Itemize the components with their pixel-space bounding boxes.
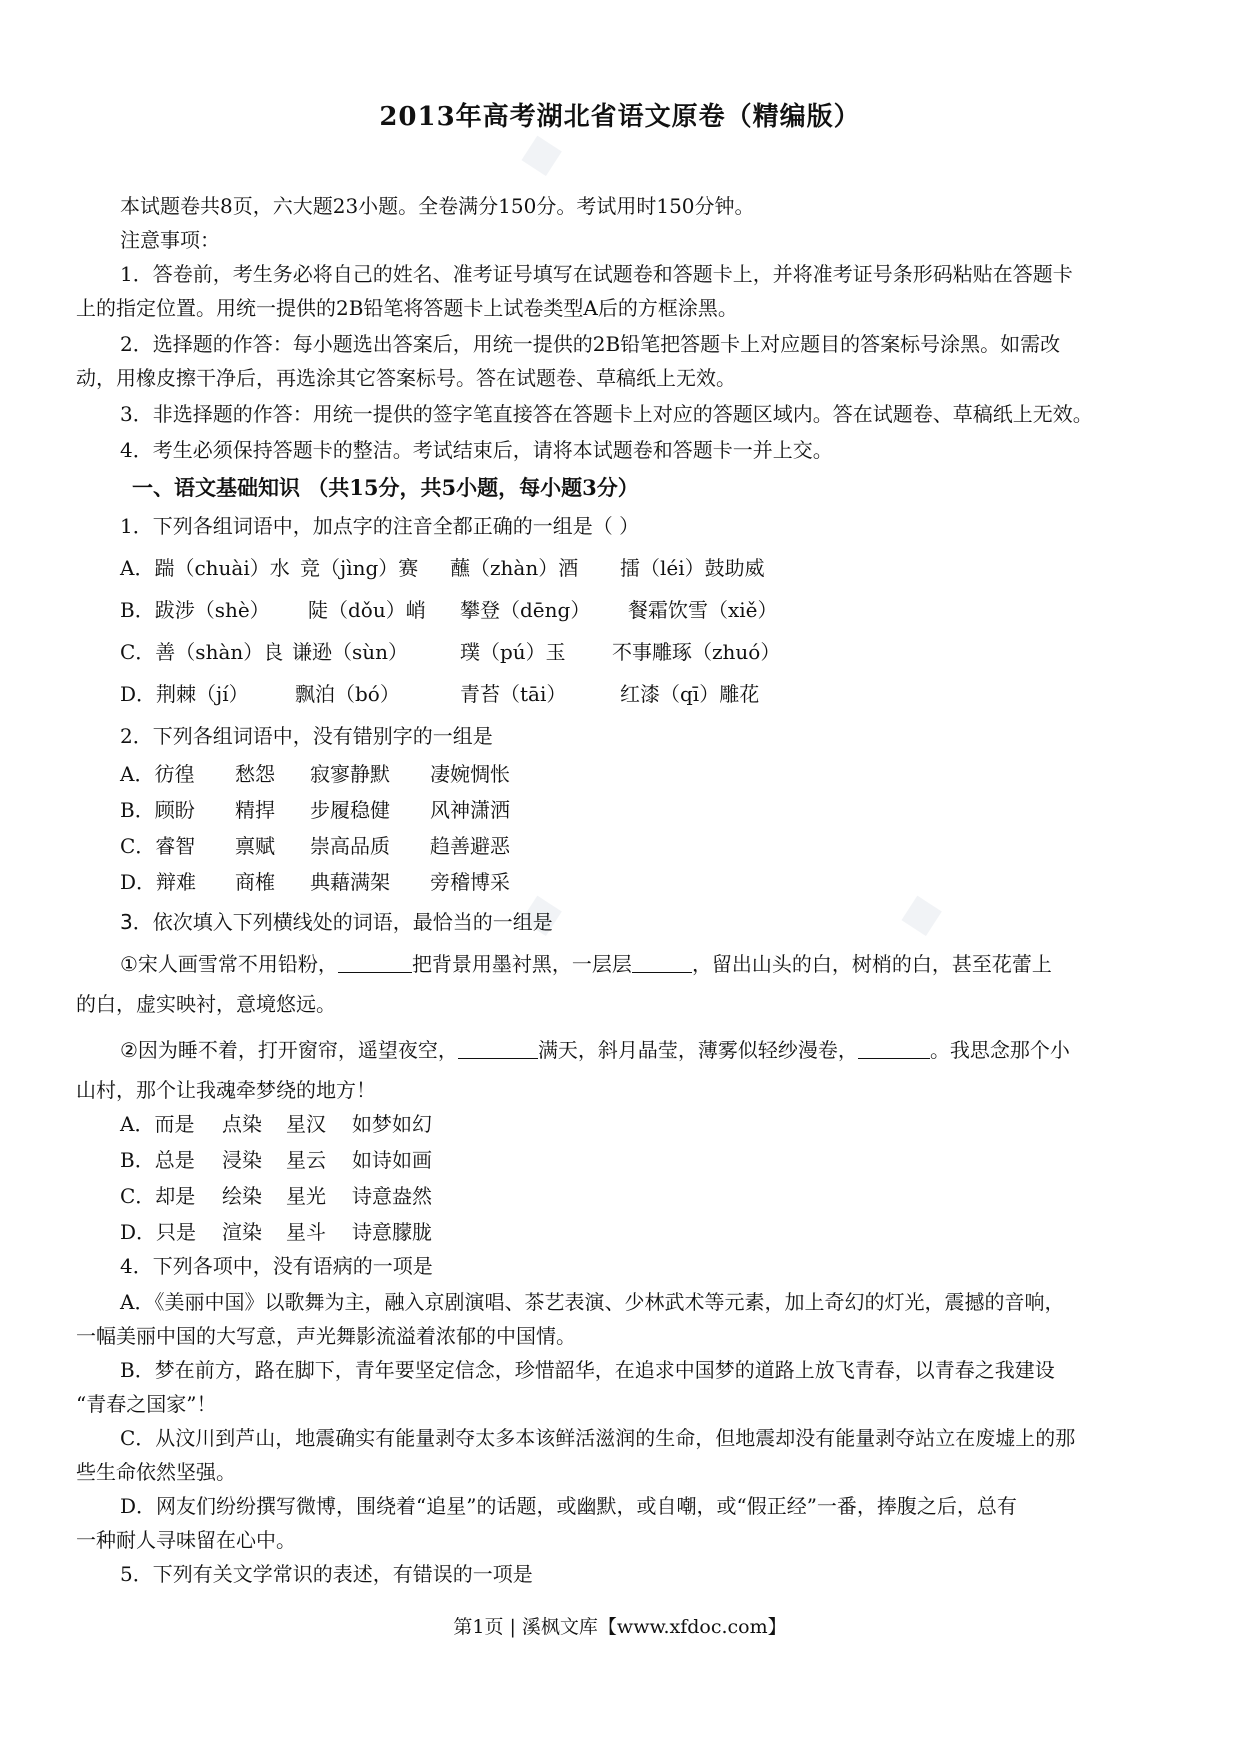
note-line: 上的指定位置。用统一提供的2B铅笔将答题卡上试卷类型A后的方框涂黑。 [76, 296, 738, 320]
option-item: 寂寥静默 [310, 762, 390, 786]
q2-option-d [120, 866, 510, 895]
q3-option-b [120, 1144, 432, 1173]
passage-text: 把背景用墨衬黑，一层层 [411, 952, 632, 976]
option-item: 如梦如幻 [352, 1112, 432, 1136]
watermark: ◆ [513, 876, 568, 947]
option-item: 蘸（zhàn）酒 [450, 556, 579, 580]
option-item: C．善（shàn）良 [120, 640, 284, 664]
option-line: A．《美丽中国》以歌舞为主，融入京剧演唱、茶艺表演、少林武术等元素，加上奇幻的灯光，震撼的音响， [120, 1290, 1065, 1314]
option-item: 星云 [286, 1148, 326, 1172]
fill-blank [458, 1038, 538, 1059]
option-item: 风神潇洒 [430, 798, 510, 822]
passage-text: 。我思念那个小 [929, 1038, 1070, 1062]
option-line: “青春之国家”！ [76, 1392, 217, 1416]
notice-label: 注意事项： [120, 228, 220, 252]
option-item: 擂（léi）鼓助威 [620, 556, 765, 580]
q3-passage-2 [76, 1036, 1070, 1064]
fill-blank [858, 1038, 930, 1059]
option-item: 不事雕琢（zhuó） [612, 640, 781, 664]
q2-option-c [120, 830, 510, 859]
option-item: 红漆（qī）雕花 [620, 682, 760, 706]
option-item: 禀赋 [235, 834, 275, 858]
q3-option-a [120, 1108, 432, 1137]
question-stem: 5．下列有关文学常识的表述，有错误的一项是 [120, 1562, 533, 1586]
option-item: B．总是 [120, 1148, 195, 1172]
note-line: 2．选择题的作答：每小题选出答案后，用统一提供的2B铅笔把答题卡上对应题目的答案标号涂黑。如需改 [120, 332, 1061, 356]
passage-text: ②因为睡不着，打开窗帘，遥望夜空， [120, 1038, 458, 1062]
question-stem: 1．下列各组词语中，加点字的注音全都正确的一组是（ ） [120, 514, 640, 538]
question-stem: 2．下列各组词语中，没有错别字的一组是 [120, 724, 493, 748]
option-item: 谦逊（sùn） [292, 640, 409, 664]
option-item: 陡（dǒu）峭 [308, 598, 426, 622]
option-item: 星汉 [286, 1112, 326, 1136]
passage-text: 山村，那个让我魂牵梦绕的地方！ [76, 1078, 376, 1102]
option-item: 绘染 [222, 1184, 262, 1208]
option-item: 商榷 [235, 870, 275, 894]
option-line: D．网友们纷纷撰写微博，围绕着“追星”的话题，或幽默，或自嘲，或“假正经”一番，捧腹之后，总有 [120, 1494, 1017, 1518]
option-item: 星斗 [286, 1220, 326, 1244]
option-item: 青苔（tāi） [460, 682, 567, 706]
option-item: 凄婉惆怅 [430, 762, 510, 786]
option-item: 竞（jìng）赛 [300, 556, 419, 580]
page-footer: 第1页 | 溪枫文库【www.xfdoc.com】 [453, 1616, 787, 1638]
option-item: A．彷徨 [120, 762, 195, 786]
option-item: 趋善避恶 [430, 834, 510, 858]
option-item: B．顾盼 [120, 798, 195, 822]
option-item: 诗意盎然 [352, 1184, 432, 1208]
option-item: 如诗如画 [352, 1148, 432, 1172]
passage-text: 的白，虚实映衬，意境悠远。 [76, 992, 336, 1016]
watermark: ◆ [893, 876, 948, 947]
option-line: C．从汶川到芦山，地震确实有能量剥夺太多本该鲜活滋润的生命，但地震却没有能量剥夺站立在废墟上的那 [120, 1426, 1076, 1450]
option-item: 浸染 [222, 1148, 262, 1172]
note-line: 动，用橡皮擦干净后，再选涂其它答案标号。答在试题卷、草稿纸上无效。 [76, 366, 736, 390]
passage-text: ①宋人画雪常不用铅粉， [120, 952, 338, 976]
option-item: 星光 [286, 1184, 326, 1208]
intro-text: 本试题卷共8页，六大题23小题。全卷满分150分。考试用时150分钟。 [120, 194, 755, 218]
question-stem: 4．下列各项中，没有语病的一项是 [120, 1254, 433, 1278]
option-item: B．跋涉（shè） [120, 598, 270, 622]
option-line: 一幅美丽中国的大写意，声光舞影流溢着浓郁的中国情。 [76, 1324, 576, 1348]
option-item: 旁稽博采 [430, 870, 510, 894]
option-item: D．荆棘（jí） [120, 682, 249, 706]
option-item: D．辩难 [120, 870, 197, 894]
option-line: B．梦在前方，路在脚下，青年要坚定信念，珍惜韶华，在追求中国梦的道路上放飞青春，以青春之我建设 [120, 1358, 1055, 1382]
page-title: 2013年高考湖北省语文原卷（精编版） [379, 102, 861, 132]
q3-passage-1 [76, 950, 1052, 978]
option-item: 渲染 [222, 1220, 262, 1244]
q3-option-c [120, 1180, 432, 1209]
watermark: ◆ [513, 116, 568, 187]
q2-option-b [120, 794, 510, 823]
option-item: 典藉满架 [310, 870, 390, 894]
q3-option-d [120, 1216, 432, 1245]
option-item: 步履稳健 [310, 798, 390, 822]
option-item: 点染 [222, 1112, 262, 1136]
option-item: A．踹（chuài）水 [120, 556, 290, 580]
question-stem: 3．依次填入下列横线处的词语，最恰当的一组是 [120, 910, 553, 934]
q1-option-d [120, 678, 759, 707]
option-item: 精捍 [235, 798, 275, 822]
option-item: 璞（pú）玉 [460, 640, 566, 664]
note-line: 4．考生必须保持答题卡的整洁。考试结束后，请将本试题卷和答题卡一并上交。 [120, 438, 833, 462]
q1-option-c [120, 636, 780, 665]
fill-blank [632, 952, 692, 973]
option-line: 些生命依然坚强。 [76, 1460, 236, 1484]
q1-option-a [120, 552, 765, 581]
passage-text: ，留出山头的白，树梢的白，甚至花蕾上 [691, 952, 1052, 976]
option-item: D．只是 [120, 1220, 197, 1244]
note-line: 1．答卷前，考生务必将自己的姓名、准考证号填写在试题卷和答题卡上，并将准考证号条形码粘贴在答题卡 [120, 262, 1073, 286]
option-item: C．却是 [120, 1184, 196, 1208]
option-item: C．睿智 [120, 834, 196, 858]
option-item: 诗意朦胧 [352, 1220, 432, 1244]
fill-blank [338, 952, 412, 973]
passage-text: 满天，斜月晶莹，薄雾似轻纱漫卷， [537, 1038, 858, 1062]
option-item: A．而是 [120, 1112, 195, 1136]
option-line: 一种耐人寻味留在心中。 [76, 1528, 296, 1552]
option-item: 愁怨 [235, 762, 275, 786]
option-item: 崇高品质 [310, 834, 390, 858]
option-item: 餐霜饮雪（xiě） [628, 598, 778, 622]
option-item: 飘泊（bó） [295, 682, 400, 706]
section-heading: 一、语文基础知识 （共15分，共5小题，每小题3分） [132, 475, 639, 500]
note-line: 3．非选择题的作答：用统一提供的签字笔直接答在答题卡上对应的答题区域内。答在试题卷、草稿纸上无效。 [120, 402, 1093, 426]
option-item: 攀登（dēng） [460, 598, 591, 622]
q1-option-b [120, 594, 778, 623]
q2-option-a [120, 758, 510, 787]
